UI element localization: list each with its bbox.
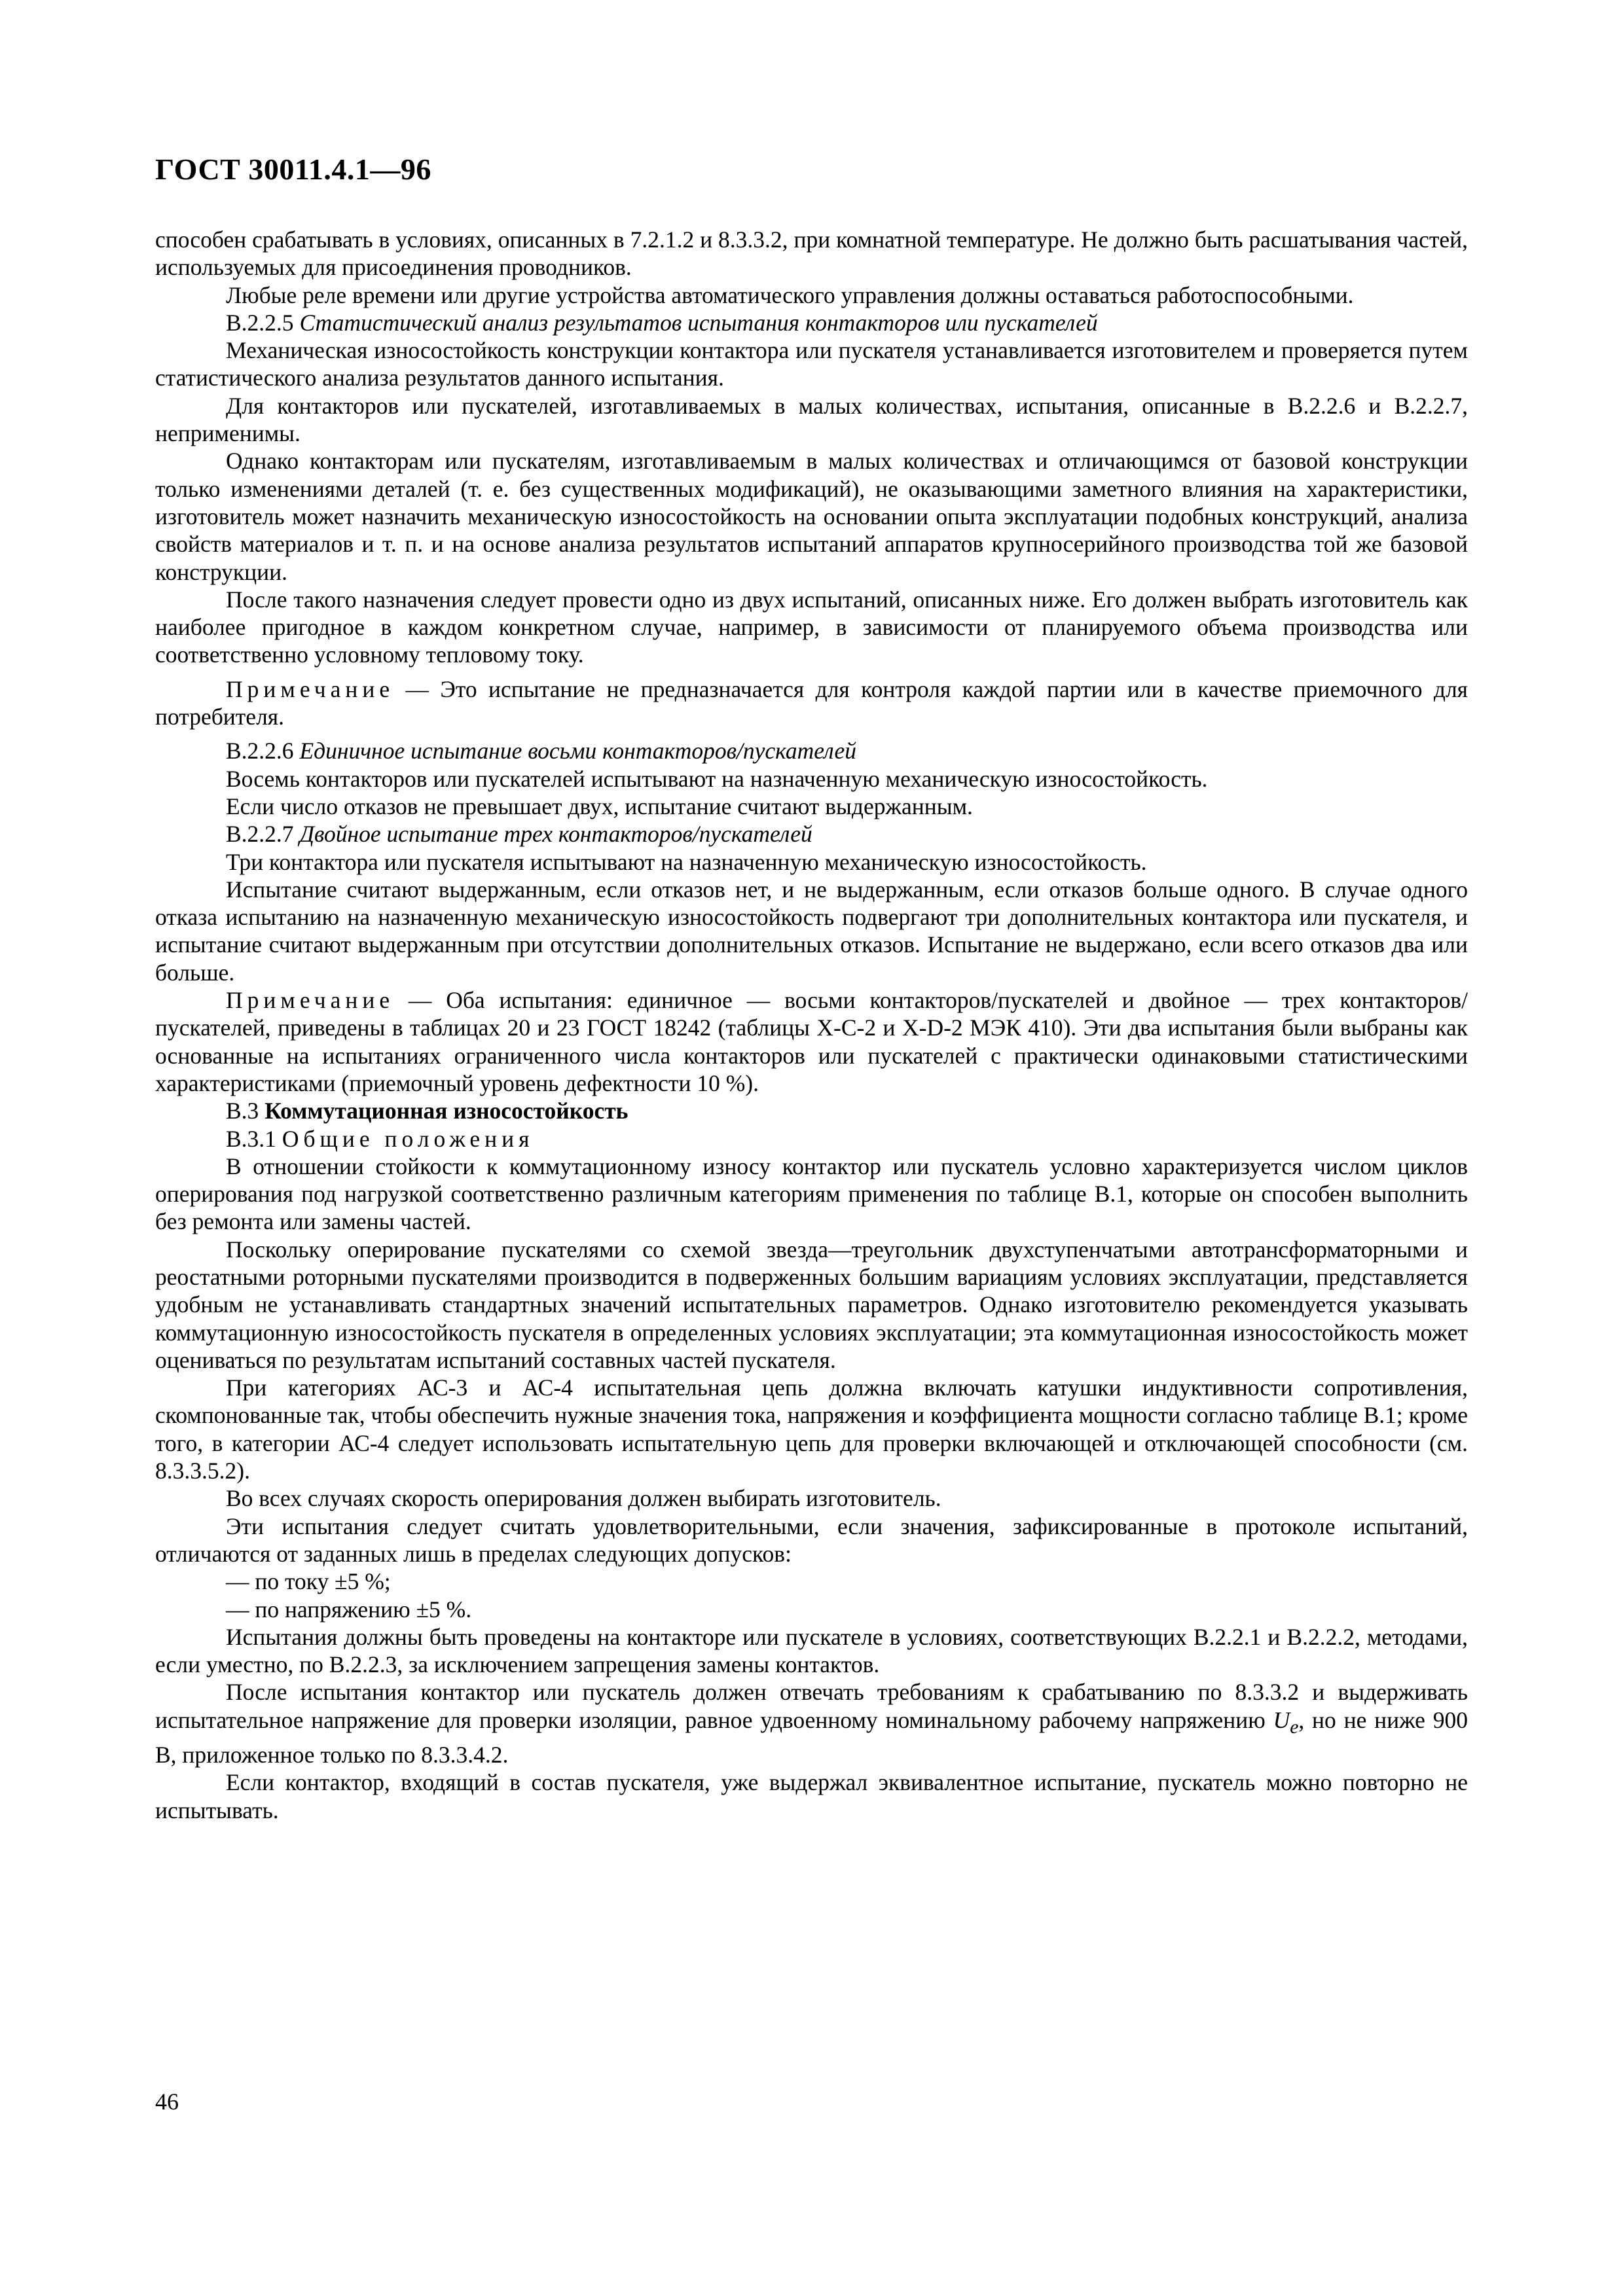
paragraph xyxy=(155,1678,1468,1768)
section-number: В.2.2.6 xyxy=(226,738,294,764)
page-number: 46 xyxy=(155,2089,179,2115)
paragraph: Во всех случаях скорость оперирования должен выбирать изготовитель. xyxy=(226,1485,941,1512)
document-header: ГОСТ 30011.4.1—96 xyxy=(155,152,431,186)
note-label: Примечание xyxy=(226,987,395,1014)
paragraph: Три контактора или пускателя испытывают на назначенную механическую износостойкость. xyxy=(226,848,1147,875)
list-item: — по току ±5 %; xyxy=(226,1568,391,1595)
section-title: Коммутационная износостойкость xyxy=(264,1098,629,1124)
section-title: Двойное испытание трех контакторов/пускателей xyxy=(299,821,812,848)
note xyxy=(155,986,1468,1097)
paragraph-text: , но не ниже 900 В, приложенное только по 8.3.3.4.2. xyxy=(155,1706,1468,1768)
subsection-heading xyxy=(155,820,1468,848)
note xyxy=(155,675,1468,731)
document-body xyxy=(155,226,1468,1824)
note-text: — Это испытание не предназначается для контроля каждой партии или в качестве приемочного для потребителя. xyxy=(155,675,1468,730)
paragraph: способен срабатывать в условиях, описанных в 7.2.1.2 и 8.3.3.2, при комнатной температуре. Не должно быть расшатывания частей, используемых для присоединения проводников. xyxy=(155,226,1468,281)
section-number: В.3 xyxy=(226,1098,259,1124)
section-number: В.3.1 xyxy=(226,1125,276,1152)
section-number: В.2.2.5 xyxy=(226,309,294,336)
list-item: — по напряжению ±5 %. xyxy=(226,1596,472,1623)
paragraph: Механическая износостойкость конструкции контактора или пускателя устанавливается изготовителем и проверяется путем статистического анализа результатов данного испытания. xyxy=(155,337,1468,391)
section-heading xyxy=(155,1097,1468,1124)
section-number: В.2.2.7 xyxy=(226,821,294,848)
note-label: Примечание xyxy=(226,675,395,702)
paragraph: В отношении стойкости к коммутационному износу контактор или пускатель условно характеризуется числом циклов оперирования под нагрузкой соответственно различным категориям применения по таблице В.1, которые он способен выполнить без ремонта или замены частей. xyxy=(155,1153,1468,1235)
paragraph: Любые реле времени или другие устройства автоматического управления должны оставаться работоспособными. xyxy=(226,281,1354,308)
note-text: — Оба испытания: единичное — восьми контакторов/пускателей и двойное — трех контакторов/пускателей, приведены в таблицах 20 и 23 ГОСТ 18242 (таблицы X-C-2 и X-D-2 МЭК 410). Эти два испытания были выбраны как основанные на испытаниях ограниченного числа контакторов или пускателей с практически одинаковыми статистическими характеристиками (приемочный уровень дефектности 10 %). xyxy=(155,987,1468,1096)
section-title: Общие положения xyxy=(282,1125,534,1152)
subsection-heading xyxy=(155,1125,1468,1153)
paragraph: Испытания должны быть проведены на контакторе или пускателе в условиях, соответствующих В.2.2.1 и В.2.2.2, методами, если уместно, по В.2.2.3, за исключением запрещения замены контактов. xyxy=(155,1623,1468,1678)
paragraph: Поскольку оперирование пускателями со схемой звезда—треугольник двухступенчатыми автотрансформаторными и реостатными роторными пускателями производится в подверженных большим вариациям условиях эксплуатации, представляется удобным не устанавливать стандартных значений испытательных параметров. Однако изготовителю рекомендуется указывать коммутационную износостойкость пускателя в определенных условиях эксплуатации; эта коммутационная износостойкость может оцениваться по результатам испытаний составных частей пускателя. xyxy=(155,1236,1468,1373)
paragraph: После такого назначения следует провести одно из двух испытаний, описанных ниже. Его должен выбрать изготовитель как наиболее пригодное в каждом конкретном случае, например, в зависимости от планируемого объема производства или соответственно условному тепловому току. xyxy=(155,586,1468,668)
paragraph: Для контакторов или пускателей, изготавливаемых в малых количествах, испытания, описанные в В.2.2.6 и В.2.2.7, неприменимы. xyxy=(155,392,1468,447)
voltage-symbol: U xyxy=(1273,1706,1290,1733)
paragraph: Эти испытания следует считать удовлетворительными, если значения, зафиксированные в протоколе испытаний, отличаются от заданных лишь в пределах следующих допусков: xyxy=(155,1513,1468,1567)
paragraph: Если контактор, входящий в состав пускателя, уже выдержал эквивалентное испытание, пускатель можно повторно не испытывать. xyxy=(155,1769,1468,1823)
paragraph: Если число отказов не превышает двух, испытание считают выдержанным. xyxy=(226,793,973,819)
paragraph: При категориях АС-3 и АС-4 испытательная цепь должна включать катушки индуктивности сопротивления, скомпонованные так, чтобы обеспечить нужные значения тока, напряжения и коэффициента мощности согласно таблице В.1; кроме того, в категории АС-4 следует использовать испытательную цепь для проверки включающей и отключающей способности (см. 8.3.3.5.2). xyxy=(155,1374,1468,1484)
paragraph: Испытание считают выдержанным, если отказов нет, и не выдержанным, если отказов больше одного. В случае одного отказа испытанию на назначенную механическую износостойкость подвергают три дополнительных контактора или пускателя, и испытание считают выдержанным при отсутствии дополнительных отказов. Испытание не выдержано, если всего отказов два или больше. xyxy=(155,876,1468,986)
voltage-subscript: e xyxy=(1290,1716,1299,1738)
paragraph: Однако контакторам или пускателям, изготавливаемым в малых количествах и отличающимся от базовой конструкции только изменениями деталей (т. е. без существенных модификаций), не оказывающими заметного влияния на характеристики, изготовитель может назначить механическую износостойкость на основании опыта эксплуатации подобных конструкций, анализа свойств материалов и т. п. и на основе анализа результатов испытаний аппаратов крупносерийного производства той же базовой конструкции. xyxy=(155,448,1468,585)
paragraph-text: После испытания контактор или пускатель должен отвечать требованиям к срабатыванию по 8.3.3.2 и выдерживать испытательное напряжение для проверки изоляции, равное удвоенному номинальному рабочему напряжению xyxy=(155,1679,1468,1733)
paragraph: Восемь контакторов или пускателей испытывают на назначенную механическую износостойкость. xyxy=(226,765,1208,792)
subsection-heading xyxy=(155,309,1468,336)
section-title: Статистический анализ результатов испытания контакторов или пускателей xyxy=(299,309,1098,336)
subsection-heading xyxy=(155,737,1468,764)
section-title: Единичное испытание восьми контакторов/пускателей xyxy=(299,738,856,764)
